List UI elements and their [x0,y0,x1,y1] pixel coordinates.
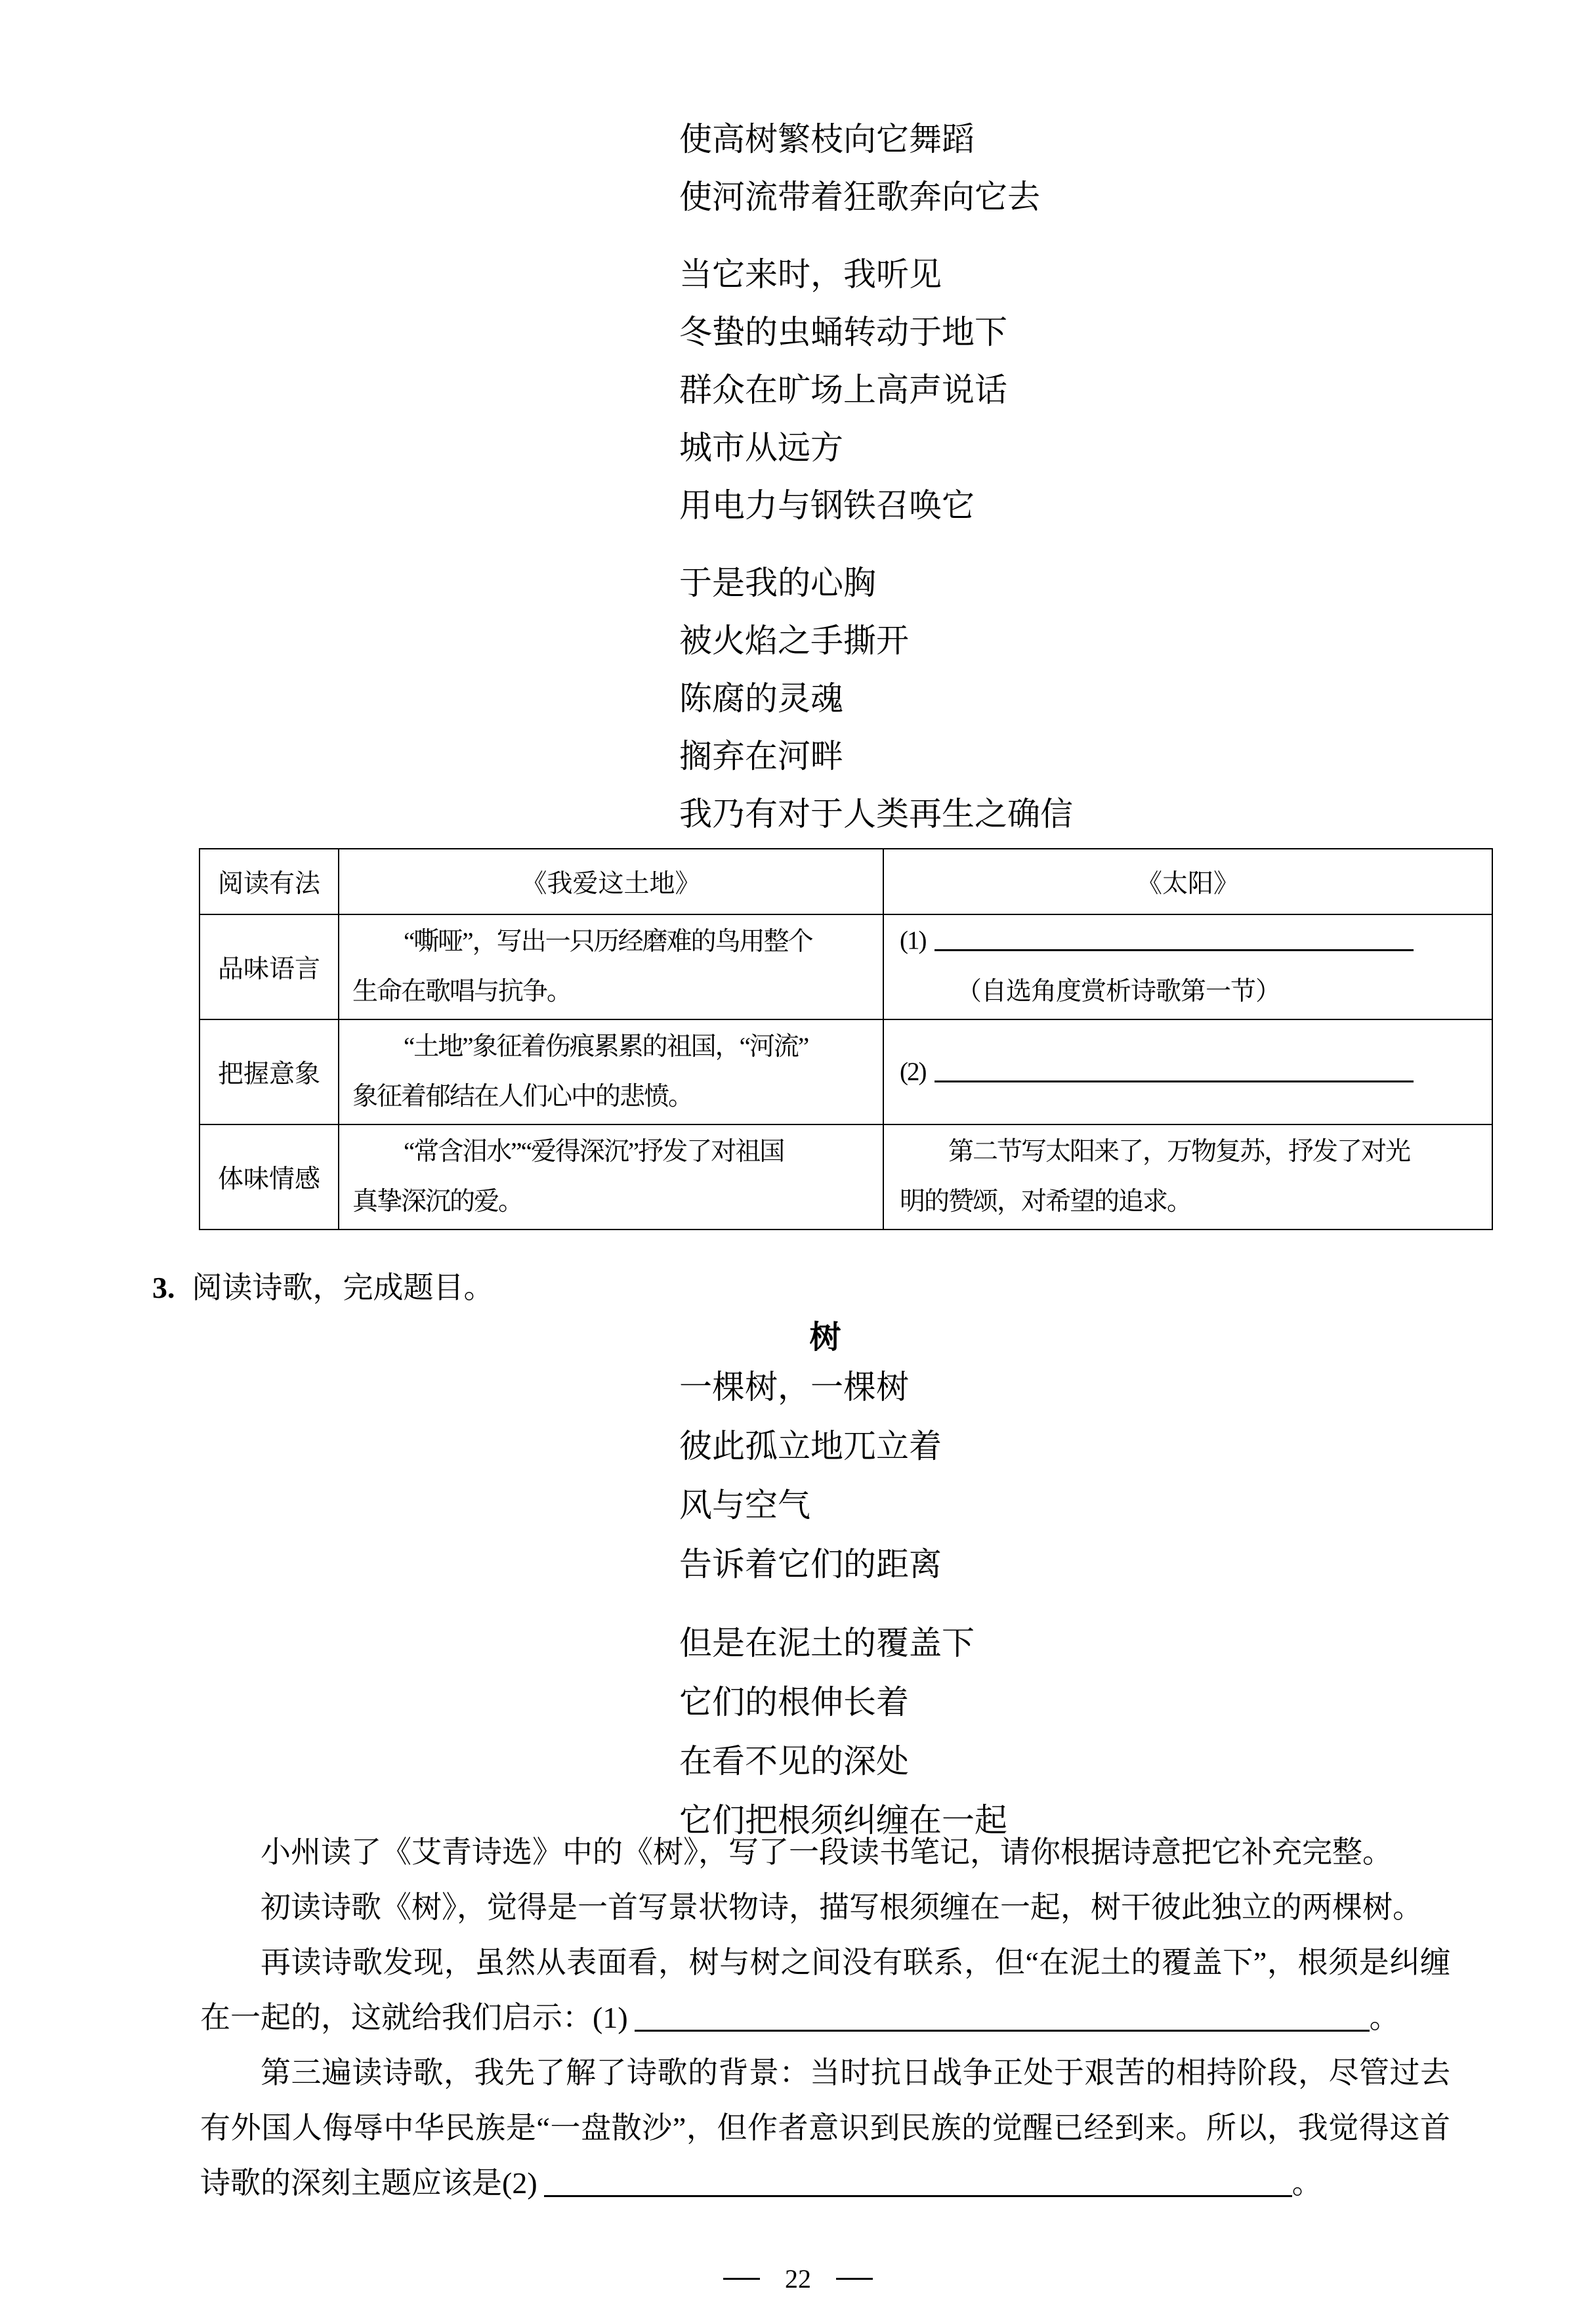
page-number: 22 [785,2264,811,2294]
cell-line: 真挚深沉的爱。 [352,1187,523,1216]
sun-answer-cell [883,1019,1492,1124]
cell-line [884,916,1492,966]
land-analysis-cell [339,1019,883,1124]
poem-line: 群众在旷场上高声说话 [679,372,1007,408]
question-3 [152,1264,494,1307]
poem-line: 我乃有对于人类再生之确信 [679,796,1073,832]
poem-line: 冬蛰的虫蛹转动于地下 [679,314,1007,351]
answer-blank [934,1058,1414,1082]
note-text: 。 [1292,2166,1322,2200]
land-analysis-cell [339,1124,883,1230]
poem-stanza [679,1358,1007,1594]
note-paragraph [200,2045,1450,2211]
answer-blank [934,927,1414,951]
poem-stanza [679,246,1073,534]
poem-tree [679,1358,1007,1850]
poem-line: 陈腐的灵魂 [679,680,843,717]
method-label: 体味情感 [200,1124,339,1230]
poem-line: 使河流带着狂歌奔向它去 [679,179,1040,215]
poem-stanza [679,1614,1007,1850]
question-text: 阅读诗歌，完成题目。 [192,1271,494,1304]
poem-stanza [679,554,1073,843]
header-poem-land: 《我爱这土地》 [339,849,883,914]
poem-line: 当它来时，我听见 [679,256,942,293]
answer-blank-1 [635,2007,1370,2032]
sun-analysis-cell [883,1124,1492,1230]
poem-line: 在看不见的深处 [679,1743,909,1780]
method-label: 把握意象 [200,1019,339,1124]
poem-line: 城市从远方 [679,429,843,466]
cell-line [884,1047,1492,1097]
header-poem-sun: 《太阳》 [883,849,1492,914]
table-row [200,1124,1492,1230]
cell-line: “常含泪水”“爱得深沉”抒发了对祖国 [404,1138,784,1166]
sun-answer-cell [883,914,1492,1019]
poem-line: 它们把根须纠缠在一起 [679,1802,1007,1839]
poem-line: 告诉着它们的距离 [679,1546,942,1583]
blank-hint: （自选角度赏析诗歌第一节） [956,977,1281,1006]
poem-tree-title: 树 [809,1320,841,1355]
poem-line: 用电力与钢铁召唤它 [679,487,975,524]
cell-line: 生命在歌唱与抗争。 [352,977,572,1006]
answer-blank-2 [544,2173,1292,2197]
cell-line: 明的赞颂，对希望的追求。 [900,1187,1192,1216]
note-text: 第三遍读诗歌，我先了解了诗歌的背景：当时抗日战争正处于艰苦的相持阶段，尽管过去有外国人侮辱中华民族是“一盘散沙”，但作者意识到民族的觉醒已经到来。所以，我觉得这首诗歌的深刻主题应该是(2) [200,2056,1450,2200]
cell-line: 象征着郁结在人们心中的悲愤。 [352,1082,693,1111]
page-footer [0,2263,1596,2294]
note-text: 再读诗歌发现，虽然从表面看，树与树之间没有联系，但“在泥土的覆盖下”，根须是纠缠在一起的，这就给我们启示：(1) [200,1946,1450,2034]
footer-dash-right [836,2278,873,2280]
poem-line: 于是我的心胸 [679,565,876,601]
poem-sun-excerpt [679,110,1073,843]
reading-notes [200,1825,1450,2211]
cell-line: 第二节写太阳来了，万物复苏，抒发了对光 [948,1138,1410,1166]
note-paragraph: 初读诗歌《树》，觉得是一首写景状物诗，描写根须缠在一起，树干彼此独立的两棵树。 [261,1891,1423,1924]
land-analysis-cell [339,914,883,1019]
note-text: 。 [1369,2001,1400,2034]
poem-line: 风与空气 [679,1487,810,1524]
cell-line: “嘶哑”，写出一只历经磨难的鸟用整个 [404,928,812,956]
table-row [200,914,1492,1019]
note-paragraph: 小州读了《艾青诗选》中的《树》，写了一段读书笔记，请你根据诗意把它补充完整。 [261,1835,1393,1869]
table-header-row [200,849,1492,914]
poem-line: 搁弃在河畔 [679,738,843,775]
table-row [200,1019,1492,1124]
blank-label: (1) [900,926,926,954]
question-number: 3. [152,1271,175,1304]
poem-line: 彼此孤立地兀立着 [679,1428,942,1465]
header-reading-method: 阅读有法 [200,849,339,914]
poem-line: 它们的根伸长着 [679,1684,909,1721]
blank-label: (2) [900,1058,926,1086]
poem-stanza [679,110,1073,226]
method-label: 品味语言 [200,914,339,1019]
poem-line: 被火焰之手撕开 [679,622,909,659]
footer-dash-left [723,2278,760,2280]
poem-line: 使高树繁枝向它舞蹈 [679,121,975,158]
cell-line: “土地”象征着伤痕累累的祖国，“河流” [404,1033,808,1061]
note-paragraph [200,1935,1450,2045]
reading-method-comparison-table [199,848,1493,1230]
poem-line: 一棵树，一棵树 [679,1369,909,1405]
poem-line: 但是在泥土的覆盖下 [679,1625,975,1661]
